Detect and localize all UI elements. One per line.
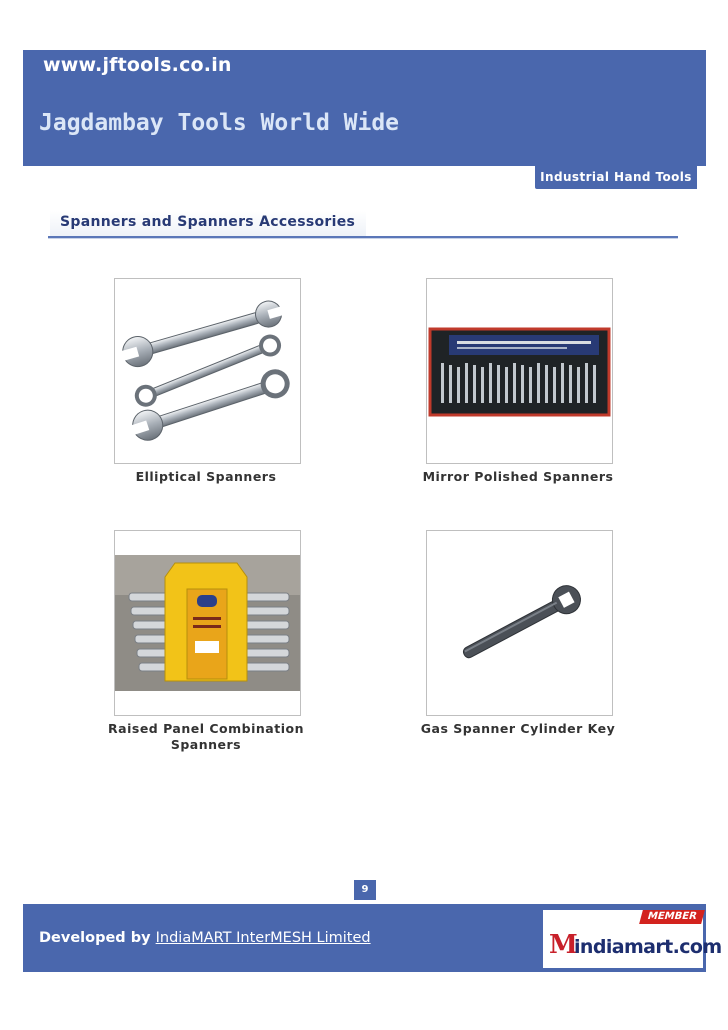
product-image-raised-panel-combination-spanners[interactable]	[114, 530, 301, 716]
product-image-mirror-polished-spanners[interactable]	[426, 278, 613, 464]
product-image-gas-spanner-cylinder-key[interactable]	[426, 530, 613, 716]
section-title: Spanners and Spanners Accessories	[60, 214, 356, 230]
product-name-gas-spanner-cylinder-key[interactable]: Gas Spanner Cylinder Key	[420, 721, 616, 736]
indiamart-m-icon: M	[549, 930, 578, 960]
page-footer	[23, 904, 722, 972]
category-tag: Industrial Hand Tools	[535, 166, 697, 189]
product-name-mirror-polished-spanners[interactable]: Mirror Polished Spanners	[422, 469, 614, 484]
gas-spanner-cylinder-key-image	[427, 531, 612, 715]
page-number: 9	[354, 880, 376, 900]
website-url[interactable]: www.jftools.co.in	[43, 54, 232, 76]
section-divider-shadow	[48, 238, 678, 239]
developed-by-label: Developed by	[39, 930, 151, 946]
page-header	[23, 50, 706, 166]
product-image-elliptical-spanners[interactable]	[114, 278, 301, 464]
elliptical-spanners-image	[115, 279, 300, 463]
mirror-polished-spanners-image	[427, 279, 612, 463]
developer-link[interactable]: IndiaMART InterMESH Limited	[155, 930, 371, 946]
raised-panel-combination-spanners-image	[115, 531, 300, 715]
indiamart-logo[interactable]	[543, 910, 722, 968]
product-name-elliptical-spanners[interactable]: Elliptical Spanners	[135, 469, 277, 484]
company-name: Jagdambay Tools World Wide	[39, 110, 400, 136]
section-heading	[50, 211, 366, 236]
section-heading-slant	[366, 211, 374, 236]
developer-credit	[39, 930, 371, 946]
member-badge: MEMBER	[639, 910, 705, 924]
product-name-raised-panel-combination-spanners[interactable]: Raised Panel Combination Spanners	[108, 721, 304, 752]
indiamart-logo-text: indiamart.com	[574, 936, 722, 958]
